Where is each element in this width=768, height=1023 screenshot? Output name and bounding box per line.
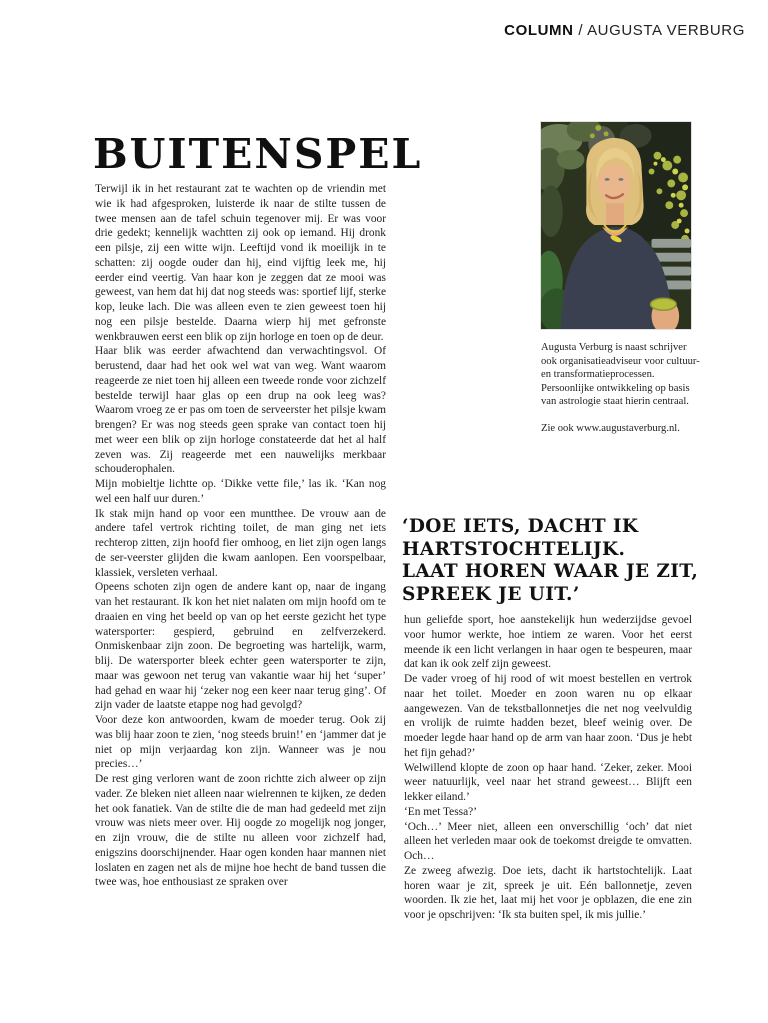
paragraph: hun geliefde sport, hoe aanstekelijk hun wederzijdse gevoel voor humor werkte, hoe intiem ze waren. Voor het eerst meende ik een licht verlangen in haar ogen te bespeuren, maar dat kan ik ook zelf zijn geweest.	[404, 614, 692, 671]
paragraph: De vader vroeg of hij rood of wit moest bestellen en vertrok naar het toilet. Moeder en zoon waren nu op elkaar aangewezen. Van de tekstballonnetjes die net nog veelvuldig en vrolijk de ruimte hadden bezet, bleef weinig over. De moeder legde haar hand op de arm van haar zoon. ‘Dus je hebt het fijn gehad?’	[404, 673, 692, 759]
section-label: COLUMN	[504, 22, 574, 39]
page-header	[504, 22, 745, 39]
paragraph: ‘En met Tessa?’	[404, 805, 478, 818]
left-text-column	[95, 182, 386, 890]
article-title: BUITENSPEL	[93, 130, 423, 179]
paragraph: Ik stak mijn hand op voor een muntthee. De vrouw aan de andere tafel vertrok richting toilet, de man ging net iets rechterop zitten, zijn hoofd fier omhoog, en liet zijn ogen langs de ser-veerster glijden die kwam aanlopen. Een voorspelbaar, klassiek, versleten verhaal.	[95, 507, 386, 579]
website-note[interactable]: Zie ook www.augustaverburg.nl.	[541, 423, 680, 434]
right-text-column	[404, 613, 692, 923]
paragraph: ‘Och…’ Meer niet, alleen een onverschillig ‘och’ dat niet alleen het verleden maar ook de toekomst dreigde te omvatten. Och…	[404, 820, 692, 862]
pull-quote-line: HARTSTOCHTELIJK.	[402, 538, 626, 560]
paragraph: Ze zweeg afwezig. Doe iets, dacht ik hartstochtelijk. Laat horen waar je zit, spreek je uit. Eén ballonnetje, zeven woorden. Ik zie het, laat mij het voor je opblazen, die ene zin voor je opschrijven: ‘Ik sta buiten spel, ik mis jullie.’	[404, 864, 692, 921]
pull-quote-line: SPREEK JE UIT.’	[402, 583, 580, 605]
photo-caption: Augusta Verburg is naast schrijver ook organisatieadviseur voor cultuur- en transformatieprocessen. Persoonlijke ontwikkeling op basis van astrologie staat hierin centraal.	[541, 342, 700, 408]
author-name-label: / AUGUSTA VERBURG	[573, 22, 745, 39]
pull-quote-line: LAAT HOREN WAAR JE ZIT,	[402, 561, 699, 582]
author-photo	[540, 121, 692, 330]
paragraph: Voor deze kon antwoorden, kwam de moeder terug. Ook zij was blij haar zoon te zien, ‘nog steeds bruin!’ en ‘jammer dat je niet op mijn verjaardag kon zijn. Wanneer was je nou precies…’	[95, 714, 386, 771]
paragraph: Haar blik was eerder afwachtend dan verwachtingsvol. Of berustend, daar had het ook wel wat van weg. Want waarom reageerde ze niet toen hij alleen een tweede ronde voor zichzelf bestelde terwijl haar glas op een drup na ook leeg was? Waarom vroeg ze er pas om toen de serveerster het pilsje kwam brengen? Er was nog steeds geen sprake van contact toen hij met weer een blik op zijn horloge constateerde dat het al half zeven was. Zij reageerde met een nauwelijks merkbaar schouderophalen.	[95, 345, 386, 476]
author-photo-illustration	[541, 122, 691, 329]
paragraph: De rest ging verloren want de zoon richtte zich alweer op zijn vader. Ze bleken niet alleen naar wielrennen te kijken, ze deden het ook fanatiek. Van de stilte die de man had gedeeld met zijn vrouw was niets meer over. Hij oogde zo mogelijk nog jonger, en zijn vrouw, die de stilte nu alleen voor zichzelf had, enigszins doorschijnender. Haar ogen konden haar mannen niet loslaten en zagen net als de mijne hoe hecht de band tussen die twee was, hoe enthousiast ze spraken over	[95, 773, 386, 889]
paragraph: Terwijl ik in het restaurant zat te wachten op de vriendin met wie ik had afgesproken, luisterde ik naar de stilte tussen de twee mensen aan de tafel schuin tegenover mij. Er was voor drie gedekt; kennelijk wachtten zij ook op iemand. Hij dronk een pilsje, zij een witte wijn. Leeftijd vond ik moeilijk in te schatten: zij oogde ouder dan hij, eind vijftig leek me, hij eerder eind veertig. Van haar kon je zeggen dat ze mooi was geweest, van hem dat hij dat nog steeds was: sportief lijf, sterke kop, leuke lach. Die was alleen even te zien geweest toen hij nog een pilsje bestelde. Daarna wierp hij met gefronste wenkbrauwen eerst een blik op zijn horloge en toen op de deur.	[95, 183, 386, 343]
paragraph: Opeens schoten zijn ogen de andere kant op, naar de ingang van het restaurant. Ik kon het niet nalaten om mijn hoofd om te draaien en ving het beeld op van op het eerste gezicht het type watersporter: gespierd, gebruind en zelfverzekerd. Onmiskenbaar zijn zoon. De begroeting was hartelijk, warm, blij. De watersporter bleek echter geen watersporter te zijn, maar was gewoon net terug van vakantie waar hij het ‘super’ had gehad en waar hij ‘zeker nog een keer naar terug ging’. Of zijn vader de laatste etappe nog had gevolgd?	[95, 581, 386, 712]
paragraph: Mijn mobieltje lichtte op. ‘Dikke vette file,’ las ik. ‘Kan nog wel een half uur duren.’	[95, 478, 386, 505]
paragraph: Welwillend klopte de zoon op haar hand. ‘Zeker, zeker. Mooi weer natuurlijk, veel naar het strand geweest… Blijft een lekker eiland.’	[404, 761, 692, 803]
pull-quote	[402, 516, 702, 606]
pull-quote-line: ‘DOE IETS, DACHT IK	[402, 516, 639, 537]
